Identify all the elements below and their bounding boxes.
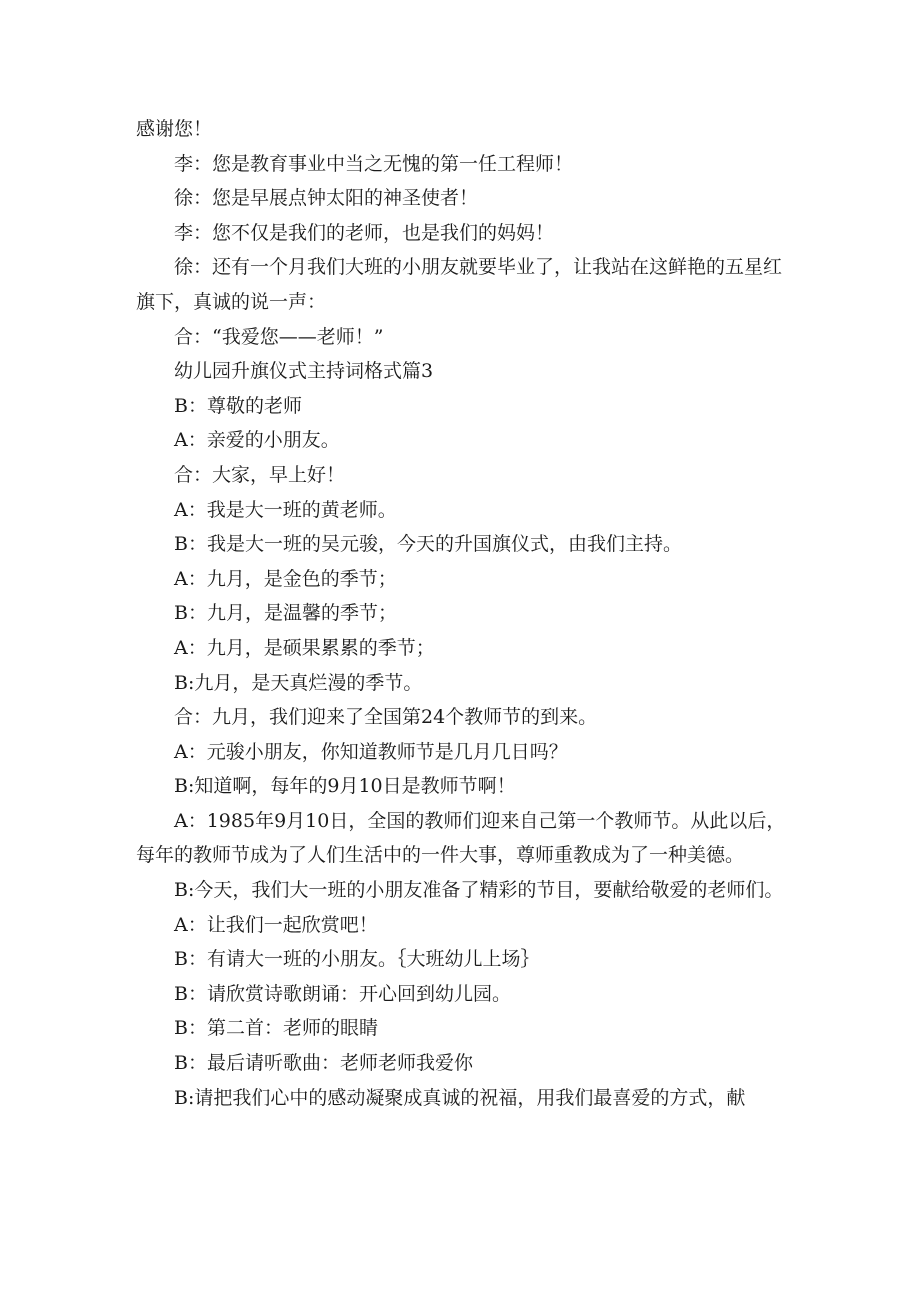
paragraph-a-5: A：元骏小朋友，你知道教师节是几月几日吗？	[174, 740, 568, 763]
paragraph-xu-2: 徐：还有一个月我们大班的小朋友就要毕业了，让我站在这鲜艳的五星红旗下，真诚的说一声：	[136, 256, 783, 313]
paragraph-b-11: B:请把我们心中的感动凝聚成真诚的祝福，用我们最喜爱的方式，献	[174, 1086, 746, 1109]
paragraph-b-6: B:今天，我们大一班的小朋友准备了精彩的节目，要献给敬爱的老师们。	[174, 879, 784, 902]
paragraph-a-2: A：我是大一班的黄老师。	[174, 498, 397, 521]
paragraph-b-5: B:知道啊，每年的9月10日是教师节啊！	[174, 775, 516, 798]
paragraph-li-1: 李：您是教育事业中当之无愧的第一任工程师！	[174, 152, 574, 175]
paragraph-a-4: A：九月，是硕果累累的季节；	[174, 636, 435, 659]
paragraph-b-1: B：尊敬的老师	[174, 394, 302, 417]
section-heading: 幼儿园升旗仪式主持词格式篇3	[174, 360, 434, 383]
paragraph-b-3: B：九月，是温馨的季节；	[174, 602, 397, 625]
paragraph-b-10: B：最后请听歌曲：老师老师我爱你	[174, 1052, 473, 1075]
paragraph-together-3: 合：九月，我们迎来了全国第24个教师节的到来。	[174, 706, 598, 729]
paragraph-b-2: B：我是大一班的吴元骏，今天的升国旗仪式，由我们主持。	[174, 533, 682, 556]
paragraph-b-4: B:九月，是天真烂漫的季节。	[174, 671, 423, 694]
paragraph-b-7: B：有请大一班的小朋友。｛大班幼儿上场｝	[174, 948, 540, 971]
document-body	[136, 112, 786, 1115]
paragraph-thanks: 感谢您！	[136, 118, 213, 140]
paragraph-li-2: 李：您不仅是我们的老师，也是我们的妈妈！	[174, 221, 555, 244]
paragraph-a-1: A：亲爱的小朋友。	[174, 429, 340, 452]
paragraph-together-2: 合：大家，早上好！	[174, 463, 346, 486]
paragraph-xu-1: 徐：您是早展点钟太阳的神圣使者！	[174, 187, 479, 210]
paragraph-b-8: B：请欣赏诗歌朗诵：开心回到幼儿园。	[174, 982, 511, 1005]
paragraph-together-1: 合：“我爱您——老师！”	[174, 325, 384, 348]
paragraph-a-7: A：让我们一起欣赏吧！	[174, 913, 378, 936]
paragraph-a-3: A：九月，是金色的季节；	[174, 567, 397, 590]
paragraph-b-9: B：第二首：老师的眼睛	[174, 1017, 378, 1040]
paragraph-a-6: A：1985年9月10日，全国的教师们迎来自己第一个教师节。从此以后，每年的教师节成为了人们生活中的一件大事，尊师重教成为了一种美德。	[136, 809, 786, 867]
